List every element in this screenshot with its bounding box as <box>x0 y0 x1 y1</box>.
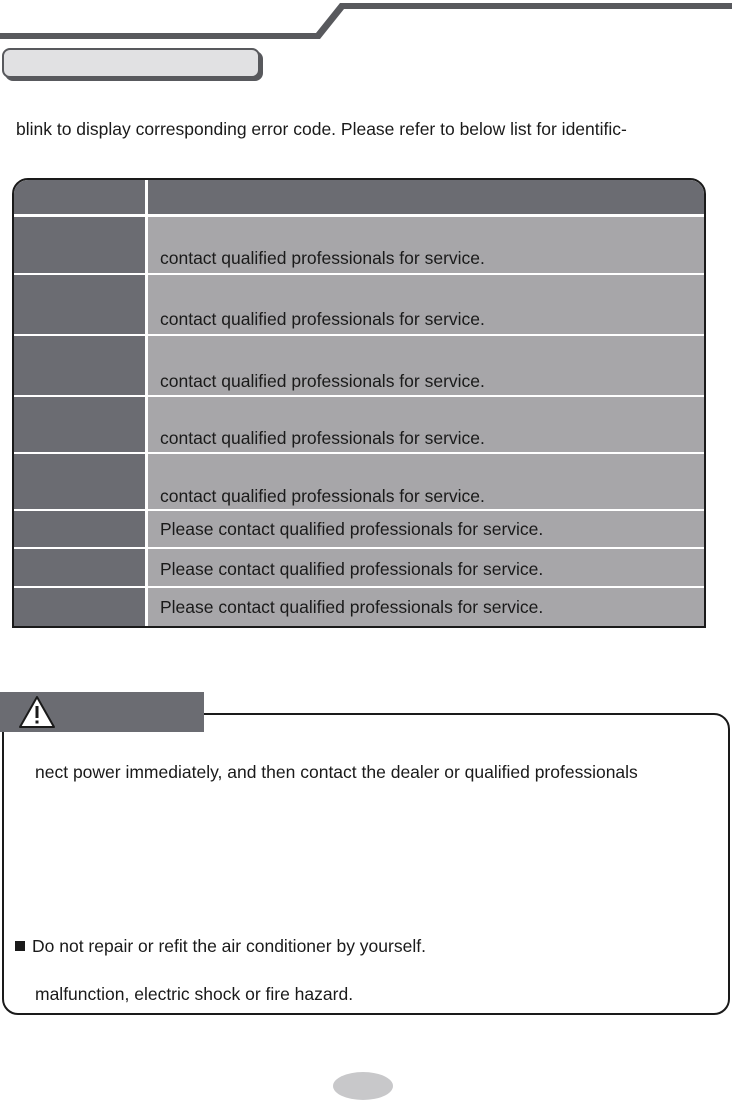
description-text: contact qualified professionals for service. <box>160 428 485 448</box>
error-code-cell <box>14 397 145 452</box>
table-row <box>14 397 704 452</box>
error-code-cell <box>14 336 145 395</box>
warning-triangle-icon <box>18 695 56 729</box>
warning-text-line: nect power immediately, and then contact the dealer or qualified professionals <box>35 762 638 782</box>
description-text: contact qualified professionals for service. <box>160 486 485 506</box>
description-text: contact qualified professionals for service. <box>160 309 485 329</box>
description-cell <box>148 588 704 626</box>
description-cell <box>148 275 704 334</box>
table-row <box>14 454 704 509</box>
error-code-cell <box>14 549 145 586</box>
warning-box <box>2 713 730 1015</box>
table-row <box>14 336 704 395</box>
error-code-cell <box>14 217 145 273</box>
description-cell <box>148 397 704 452</box>
description-cell <box>148 336 704 395</box>
error-code-cell <box>14 511 145 547</box>
page-header-decoration <box>0 0 732 45</box>
error-code-table <box>12 178 706 628</box>
page-number-badge <box>333 1072 393 1100</box>
table-row <box>14 217 704 273</box>
table-row <box>14 588 704 626</box>
bullet-square-icon <box>15 941 25 951</box>
error-code-cell <box>14 275 145 334</box>
description-cell <box>148 511 704 547</box>
description-cell <box>148 549 704 586</box>
intro-text: blink to display corresponding error code. Please refer to below list for identific- <box>16 119 627 139</box>
description-text: Please contact qualified professionals for service. <box>160 519 544 539</box>
table-header <box>14 180 704 214</box>
description-text: Please contact qualified professionals for service. <box>160 597 544 617</box>
table-row <box>14 275 704 334</box>
table-row <box>14 549 704 586</box>
description-text: contact qualified professionals for service. <box>160 248 485 268</box>
description-text: contact qualified professionals for service. <box>160 371 485 391</box>
warning-label-tab <box>0 692 204 732</box>
description-cell <box>148 217 704 273</box>
table-row <box>14 511 704 547</box>
section-title-tab <box>2 48 260 78</box>
warning-text-line: malfunction, electric shock or fire hazard. <box>35 984 354 1004</box>
description-cell <box>148 454 704 509</box>
warning-bullet-item <box>15 936 426 957</box>
error-code-cell <box>14 588 145 626</box>
header-divider <box>145 180 148 214</box>
warning-bullet-text: Do not repair or refit the air conditioner by yourself. <box>32 936 426 956</box>
error-code-cell <box>14 454 145 509</box>
description-text: Please contact qualified professionals for service. <box>160 559 544 579</box>
